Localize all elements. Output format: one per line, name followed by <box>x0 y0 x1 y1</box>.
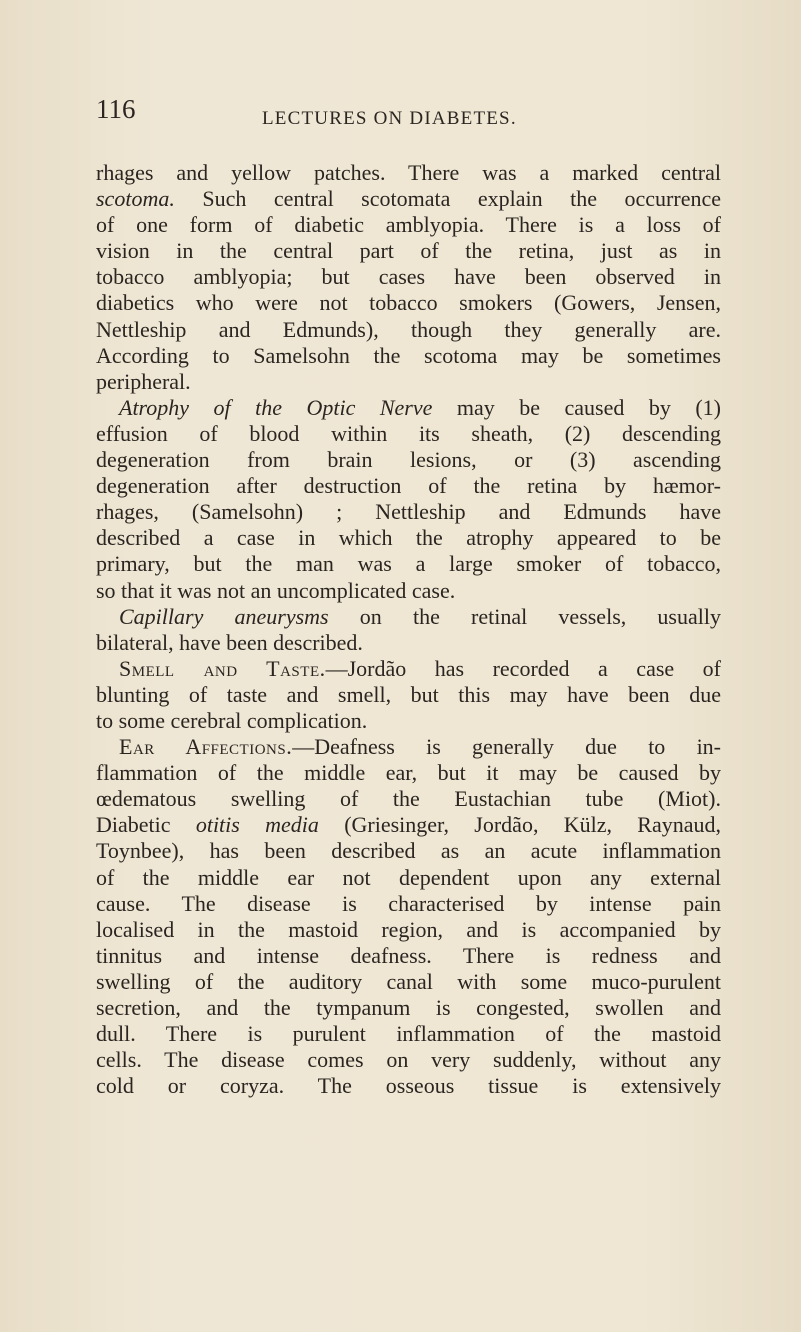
text-segment: of one form of diabetic amblyopia. There is a loss of <box>96 212 721 238</box>
text-segment: tinnitus and intense deafness. There is redness and <box>96 942 721 968</box>
text-line <box>96 734 721 760</box>
text-line <box>96 473 721 499</box>
text-segment: Nettleship and Edmunds), though they generally are. <box>96 316 721 342</box>
text-line <box>96 943 721 969</box>
text-line <box>96 1047 721 1073</box>
text-segment: rhages, (Samelsohn) ; Nettleship and Edmunds have <box>96 499 721 525</box>
text-segment: degeneration from brain lesions, or (3) ascending <box>96 447 721 473</box>
text-segment: to some cerebral complication. <box>96 707 368 733</box>
text-line <box>96 525 721 551</box>
text-line <box>96 264 721 290</box>
text-segment: According to Samelsohn the scotoma may be sometimes <box>96 342 721 368</box>
text-segment: primary, but the man was a large smoker of tobacco, <box>96 551 721 577</box>
text-line <box>96 917 721 943</box>
text-segment: —Deafness is generally due to in- <box>292 734 722 760</box>
text-segment: vision in the central part of the retina, just as in <box>96 238 721 264</box>
text-segment: cells. The disease comes on very suddenly, without any <box>96 1047 721 1073</box>
page-number: 116 <box>96 94 136 124</box>
text-segment: Toynbee), has been described as an acute inflammation <box>96 838 721 864</box>
text-line <box>96 343 721 369</box>
text-line <box>96 630 721 656</box>
text-line <box>96 212 721 238</box>
text-line <box>96 995 721 1021</box>
text-line <box>96 578 721 604</box>
italic-term: scotoma. <box>96 186 175 212</box>
text-line <box>96 369 721 395</box>
text-segment: dull. There is purulent inflammation of the mastoid <box>96 1021 721 1047</box>
text-segment: so that it was not an uncomplicated case. <box>96 577 456 603</box>
text-segment: of the middle ear not dependent upon any external <box>96 864 721 890</box>
text-line <box>96 891 721 917</box>
text-segment: blunting of taste and smell, but this may have been due <box>96 681 721 707</box>
text-segment: localised in the mastoid region, and is accompanied by <box>96 916 721 942</box>
text-segment: secretion, and the tympanum is congested, swollen and <box>96 995 721 1020</box>
text-segment: effusion of blood within its sheath, (2) descending <box>96 420 721 446</box>
text-line <box>96 838 721 864</box>
running-title: LECTURES ON DIABETES. <box>262 108 517 129</box>
text-line <box>96 395 721 421</box>
text-line <box>96 317 721 343</box>
text-segment: described a case in which the atrophy appeared to be <box>96 525 721 551</box>
text-line <box>96 969 721 995</box>
body-text <box>96 160 721 1099</box>
text-segment: tobacco amblyopia; but cases have been observed in <box>96 264 721 290</box>
italic-term: Atrophy of the Optic Nerve <box>119 394 433 420</box>
section-heading: Ear Affections. <box>119 734 293 760</box>
text-segment: —Jordão has recorded a case of <box>325 655 721 681</box>
text-line <box>96 551 721 577</box>
text-segment: bilateral, have been described. <box>96 629 363 655</box>
text-line <box>96 682 721 708</box>
text-segment: cause. The disease is characterised by intense pain <box>96 890 721 916</box>
text-segment: diabetics who were not tobacco smokers (Gowers, Jensen, <box>96 290 721 316</box>
page-header <box>96 94 746 134</box>
text-line <box>96 760 721 786</box>
text-segment: Diabetic <box>96 812 196 838</box>
text-line <box>96 160 721 186</box>
text-segment: cold or coryza. The osseous tissue is extensively <box>96 1073 721 1099</box>
text-line <box>96 1021 721 1047</box>
text-line <box>96 786 721 812</box>
section-heading: Smell and Taste. <box>119 655 326 681</box>
text-line <box>96 186 721 212</box>
text-segment: degeneration after destruction of the retina by hæmor- <box>96 473 721 499</box>
text-line <box>96 708 721 734</box>
text-line <box>96 604 721 630</box>
text-segment: flammation of the middle ear, but it may be caused by <box>96 760 721 786</box>
text-segment: Such central scotomata explain the occurrence <box>174 186 721 212</box>
text-line <box>96 499 721 525</box>
text-line <box>96 812 721 838</box>
italic-term: otitis media <box>195 812 319 838</box>
text-segment: rhages and yellow patches. There was a marked central <box>96 160 721 185</box>
text-line <box>96 290 721 316</box>
italic-term: Capillary aneurysms <box>119 603 329 629</box>
text-segment: peripheral. <box>96 368 191 394</box>
text-segment: on the retinal vessels, usually <box>328 603 721 629</box>
text-segment: œdematous swelling of the Eustachian tube (Miot). <box>96 786 721 812</box>
text-line <box>96 238 721 264</box>
text-line <box>96 865 721 891</box>
text-line <box>96 421 721 447</box>
text-line <box>96 1073 721 1099</box>
text-segment: may be caused by (1) <box>432 394 721 420</box>
text-line <box>96 656 721 682</box>
text-segment: (Griesinger, Jordão, Külz, Raynaud, <box>318 812 722 838</box>
text-segment: swelling of the auditory canal with some muco-purulent <box>96 968 721 994</box>
text-line <box>96 447 721 473</box>
